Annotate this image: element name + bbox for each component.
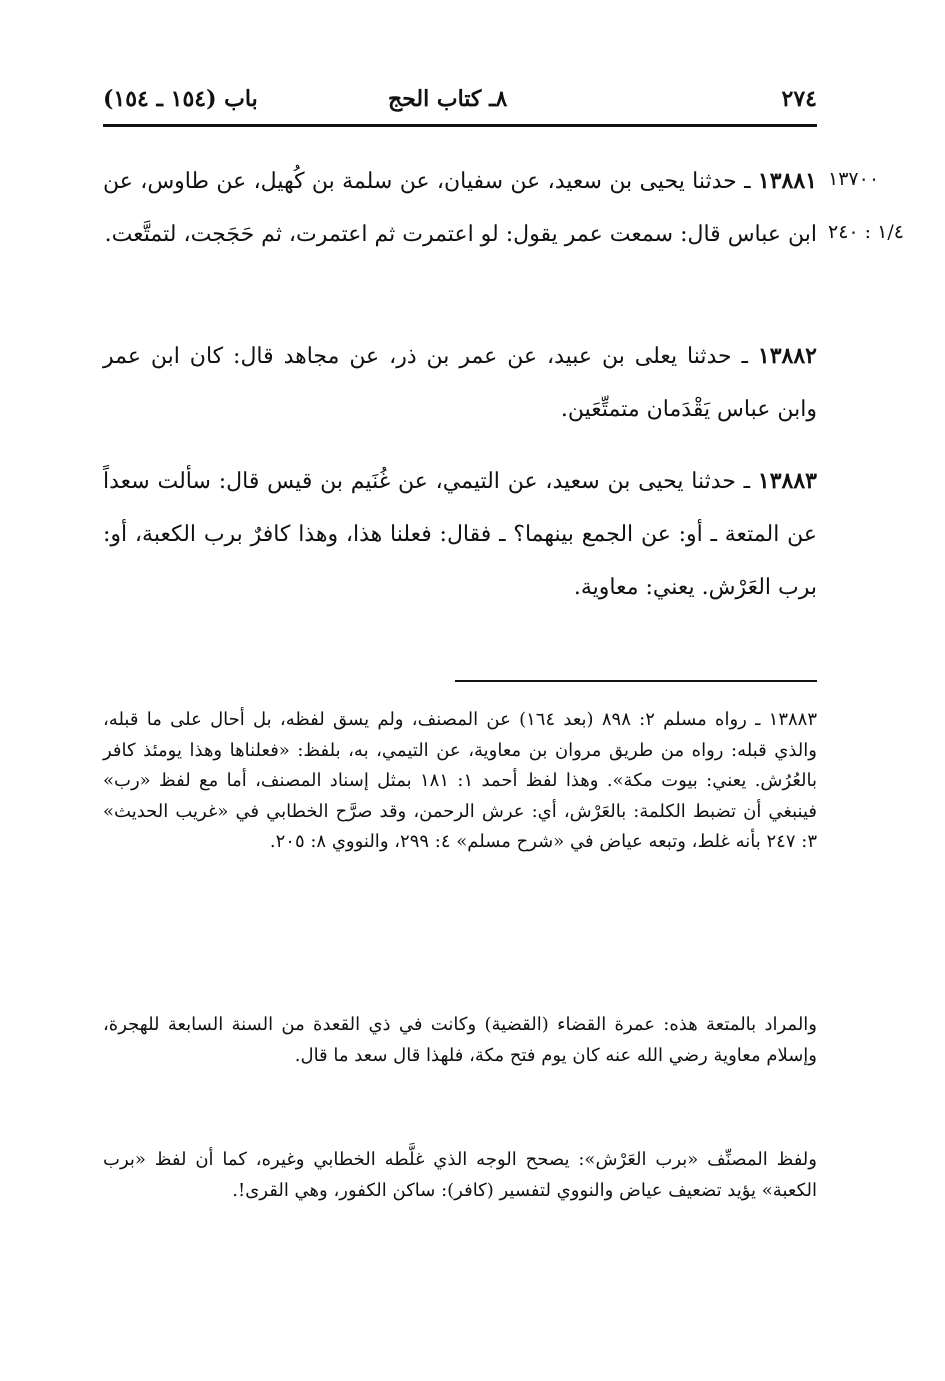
hadith-number: ١٣٨٨٢ — [757, 343, 817, 369]
hadith-number: ١٣٨٨١ — [757, 168, 817, 194]
hadith-13882 — [103, 330, 817, 436]
footnote-takhrij: ١٣٨٨٣ ـ رواه مسلم ٢: ٨٩٨ (بعد ١٦٤) عن المصنف، ولم يسق لفظه، بل أحال على ما قبله، والذي قبله: رواه من طريق مروان بن معاوية، عن التيمي، به، بلفظ: «فعلناها وهذا يومئذ كافر بالعُرُش. يعني: بيوت مكة». وهذا لفظ أحمد ١: ١٨١ بمثل إسناد المصنف، أما مع لفظ «رب» فينبغي أن تضبط الكلمة: بالعَرْش، أي: عرش الرحمن، وقد صرَّح الخطابي في «غريب الحديث» ٣: ٢٤٧ بأنه غلط، وتبعه عياض في «شرح مسلم» ٤: ٢٩٩، والنووي ٨: ٢٠٥. — [103, 709, 817, 852]
hadith-13883 — [103, 455, 817, 614]
running-header — [103, 78, 817, 118]
margin-reference-page: ١/٤ : ٢٤٠ — [828, 221, 904, 243]
chapter-range: باب (١٥٤ ـ ١٥٤) — [103, 86, 258, 112]
hadith-13881 — [103, 155, 817, 261]
header-divider — [103, 124, 817, 127]
book-title: ٨ـ كتاب الحج — [388, 86, 508, 112]
hadith-text: ـ حدثنا يحيى بن سعيد، عن التيمي، عن غُنَيم بن قيس قال: سألت سعداً عن المتعة ـ أو: عن الجمع بينهما؟ ـ فقال: فعلنا هذا، وهذا كافرٌ برب الكعبة، أو: برب العَرْش. يعني: معاوية. — [103, 469, 817, 600]
margin-reference-volume: ١٣٧٠٠ — [828, 168, 880, 190]
footnote-explanation: والمراد بالمتعة هذه: عمرة القضاء (القضية) وكانت في ذي القعدة من السنة السابعة للهجرة، وإسلام معاوية رضي الله عنه كان يوم فتح مكة، فلهذا قال سعد ما قال. — [103, 1014, 817, 1066]
footnote-conclusion: ولفظ المصنِّف «برب العَرْش»: يصحح الوجه الذي غلَّطه الخطابي وغيره، كما أن لفظ «برب الكعبة» يؤيد تضعيف عياض والنووي لتفسير (كافر): ساكن الكفور، وهي القرى!. — [103, 1149, 817, 1201]
page-number: ٢٧٤ — [781, 86, 817, 112]
footnote-divider — [455, 680, 817, 682]
hadith-number: ١٣٨٨٣ — [757, 468, 817, 494]
hadith-text: ـ حدثنا يحيى بن سعيد، عن سفيان، عن سلمة بن كُهيل، عن طاوس، عن ابن عباس قال: سمعت عمر يقول: لو اعتمرت ثم اعتمرت، ثم حَجَجت، لتمتَّعت. — [103, 169, 817, 247]
hadith-text: ـ حدثنا يعلى بن عبيد، عن عمر بن ذر، عن مجاهد قال: كان ابن عمر وابن عباس يَقْدَمان متمتِّعَين. — [103, 344, 817, 422]
